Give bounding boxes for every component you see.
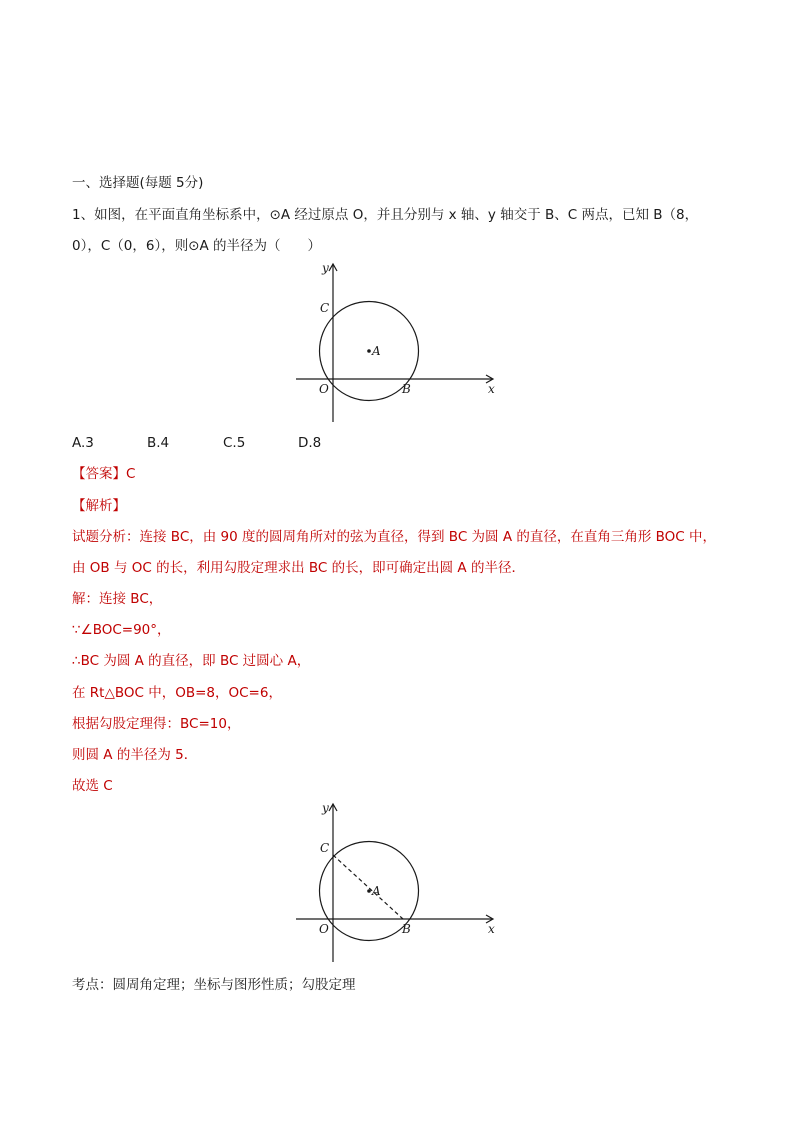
center-point-a bbox=[367, 889, 371, 893]
solution-line-1: 解：连接 BC， bbox=[72, 591, 163, 607]
analysis-heading: 【解析】 bbox=[72, 498, 126, 514]
segment-bc bbox=[333, 855, 403, 919]
kaodian-line: 考点：圆周角定理；坐标与图形性质；勾股定理 bbox=[72, 977, 356, 993]
solution-figure bbox=[290, 798, 510, 968]
label-y: y bbox=[322, 801, 329, 815]
label-c: C bbox=[320, 301, 330, 315]
label-o: O bbox=[319, 922, 329, 936]
choice-a: A.3 bbox=[72, 435, 94, 451]
choice-c: C.5 bbox=[223, 435, 246, 451]
label-a: A bbox=[372, 884, 381, 898]
question-line-2: 0），C（0，6），则⊙A 的半径为（ ） bbox=[72, 238, 322, 254]
solution-line-3: ∴BC 为圆 A 的直径，即 BC 过圆心 A， bbox=[72, 653, 311, 669]
label-b: B bbox=[402, 922, 411, 936]
solution-line-6: 则圆 A 的半径为 5． bbox=[72, 747, 198, 763]
label-x: x bbox=[488, 922, 495, 936]
label-c: C bbox=[320, 841, 330, 855]
label-x: x bbox=[488, 382, 495, 396]
label-y: y bbox=[322, 261, 329, 275]
question-figure bbox=[290, 258, 510, 428]
section-title: 一、选择题(每题 5分) bbox=[72, 175, 204, 191]
solution-line-5: 根据勾股定理得：BC=10， bbox=[72, 716, 241, 732]
choice-d: D.8 bbox=[298, 435, 322, 451]
analysis-line-1: 试题分析：连接 BC，由 90 度的圆周角所对的弦为直径，得到 BC 为圆 A 的直径，在直角三角形 BOC 中， bbox=[72, 529, 717, 545]
center-point-a bbox=[367, 349, 371, 353]
solution-line-7: 故选 C bbox=[72, 778, 113, 794]
label-b: B bbox=[402, 382, 411, 396]
solution-line-4: 在 Rt△BOC 中，OB=8，OC=6， bbox=[72, 685, 282, 701]
answer-line: 【答案】C bbox=[72, 466, 136, 482]
label-a: A bbox=[372, 344, 381, 358]
solution-line-2: ∵∠BOC=90°， bbox=[72, 622, 171, 638]
label-o: O bbox=[319, 382, 329, 396]
choice-b: B.4 bbox=[147, 435, 170, 451]
question-line-1: 1、如图，在平面直角坐标系中，⊙A 经过原点 O，并且分别与 x 轴、y 轴交于 B、C 两点，已知 B（8， bbox=[72, 207, 699, 223]
analysis-line-2: 由 OB 与 OC 的长，利用勾股定理求出 BC 的长，即可确定出圆 A 的半径． bbox=[72, 560, 525, 576]
